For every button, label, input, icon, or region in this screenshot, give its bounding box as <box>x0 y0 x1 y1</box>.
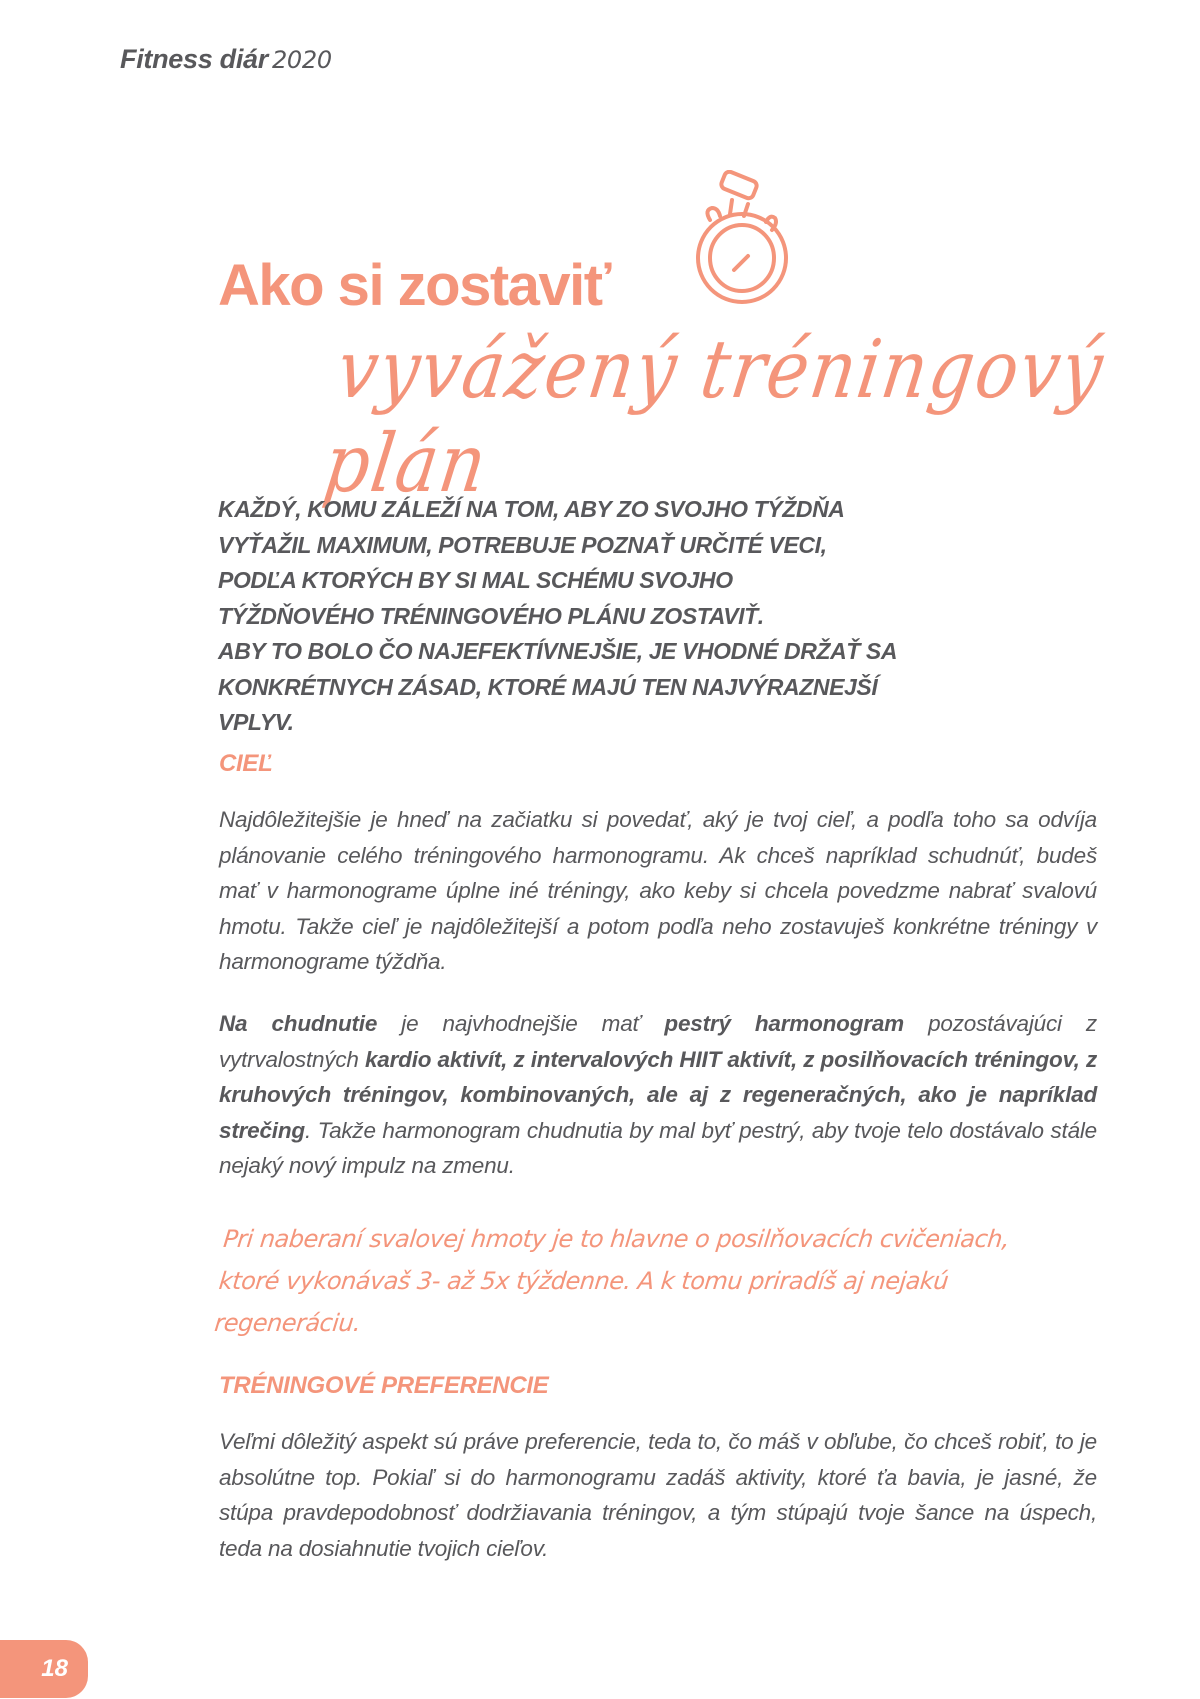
quote-line: Pri naberaní svalovej hmoty je to hlavne o posilňovacích cvičeniach, <box>221 1225 1011 1253</box>
intro-text <box>218 492 938 741</box>
section-title-preferences: TRÉNINGOVÉ PREFERENCIE <box>219 1372 549 1399</box>
text-run: pozostávajúci z vytrvalostných <box>219 1011 1097 1072</box>
stopwatch-icon <box>688 170 798 305</box>
running-header <box>120 44 332 75</box>
page-subtitle-script: vyvážený tréningový plán <box>318 322 1111 511</box>
goal-paragraph: Najdôležitejšie je hneď na začiatku si povedať, aký je tvoj cieľ, a podľa toho sa odvíja plánovanie celého tréningového harmonogramu. Ak chceš napríklad schudnúť, budeš mať v harmonograme úplne iné tréningy, ako keby si chcela povedzme nabrať svalovú hmotu. Takže cieľ je najdôležitejší a potom podľa neho zostavuješ konkrétne tréningy v harmonograme týždňa. <box>219 807 1097 974</box>
bold-phrase: pestrý harmonogram <box>664 1011 904 1036</box>
intro-line: TÝŽDŇOVÉHO TRÉNINGOVÉHO PLÁNU ZOSTAVIŤ. <box>218 602 764 629</box>
text-run: je najvhodnejšie mať <box>377 1011 665 1036</box>
quote-line: ktoré vykonávaš 3- až 5x týždenne. A k tomu priradíš aj nejakú regeneráciu. <box>213 1267 950 1337</box>
intro-line: PODĽA KTORÝCH BY SI MAL SCHÉMU SVOJHO <box>218 567 733 593</box>
header-title: Fitness diár <box>120 44 268 74</box>
intro-line: VYŤAŽIL MAXIMUM, POTREBUJE POZNAŤ URČITÉ VECI, <box>218 531 827 558</box>
section-title-goal: CIEĽ <box>219 750 273 777</box>
intro-line: ABY TO BOLO ČO NAJEFEKTÍVNEJŠIE, JE VHODNÉ DRŽAŤ SA <box>218 638 898 664</box>
header-year: 2020 <box>271 46 332 74</box>
page-number: 18 <box>41 1655 68 1682</box>
page-title: Ako si zostaviť <box>218 253 611 318</box>
weight-loss-paragraph <box>219 1006 1097 1184</box>
preferences-paragraph: Veľmi dôležitý aspekt sú práve preferencie, teda to, čo máš v obľube, čo chceš robiť, to je absolútne top. Pokiaľ si do harmonogramu zadáš aktivity, ktoré ťa bavia, je jasné, že stúpa pravdepodobnosť dodržiavania tréningov, a tým stúpajú tvoje šance na úspech, teda na dosiahnutie tvojich cieľov. <box>219 1429 1097 1561</box>
text-run: . Takže harmonogram chudnutia by mal byť pestrý, aby tvoje telo dostávalo stále nejaký nový impulz na zmenu. <box>219 1117 1097 1178</box>
bold-phrase: kardio aktivít, z intervalových HIIT aktivít, z posilňovacích tréningov, z kruhových tréningov, kombinovaných, ale aj z regeneračných, ako je napríklad strečing <box>219 1046 1097 1143</box>
intro-line: KONKRÉTNYCH ZÁSAD, KTORÉ MAJÚ TEN NAJVÝRAZNEJŠÍ VPLYV. <box>218 673 878 735</box>
intro-line: KAŽDÝ, KOMU ZÁLEŽÍ NA TOM, ABY ZO SVOJHO TÝŽDŇA <box>218 496 845 522</box>
page-number-badge <box>0 1640 88 1698</box>
bold-phrase: Na chudnutie <box>219 1011 378 1036</box>
highlight-quote <box>212 1218 1085 1344</box>
